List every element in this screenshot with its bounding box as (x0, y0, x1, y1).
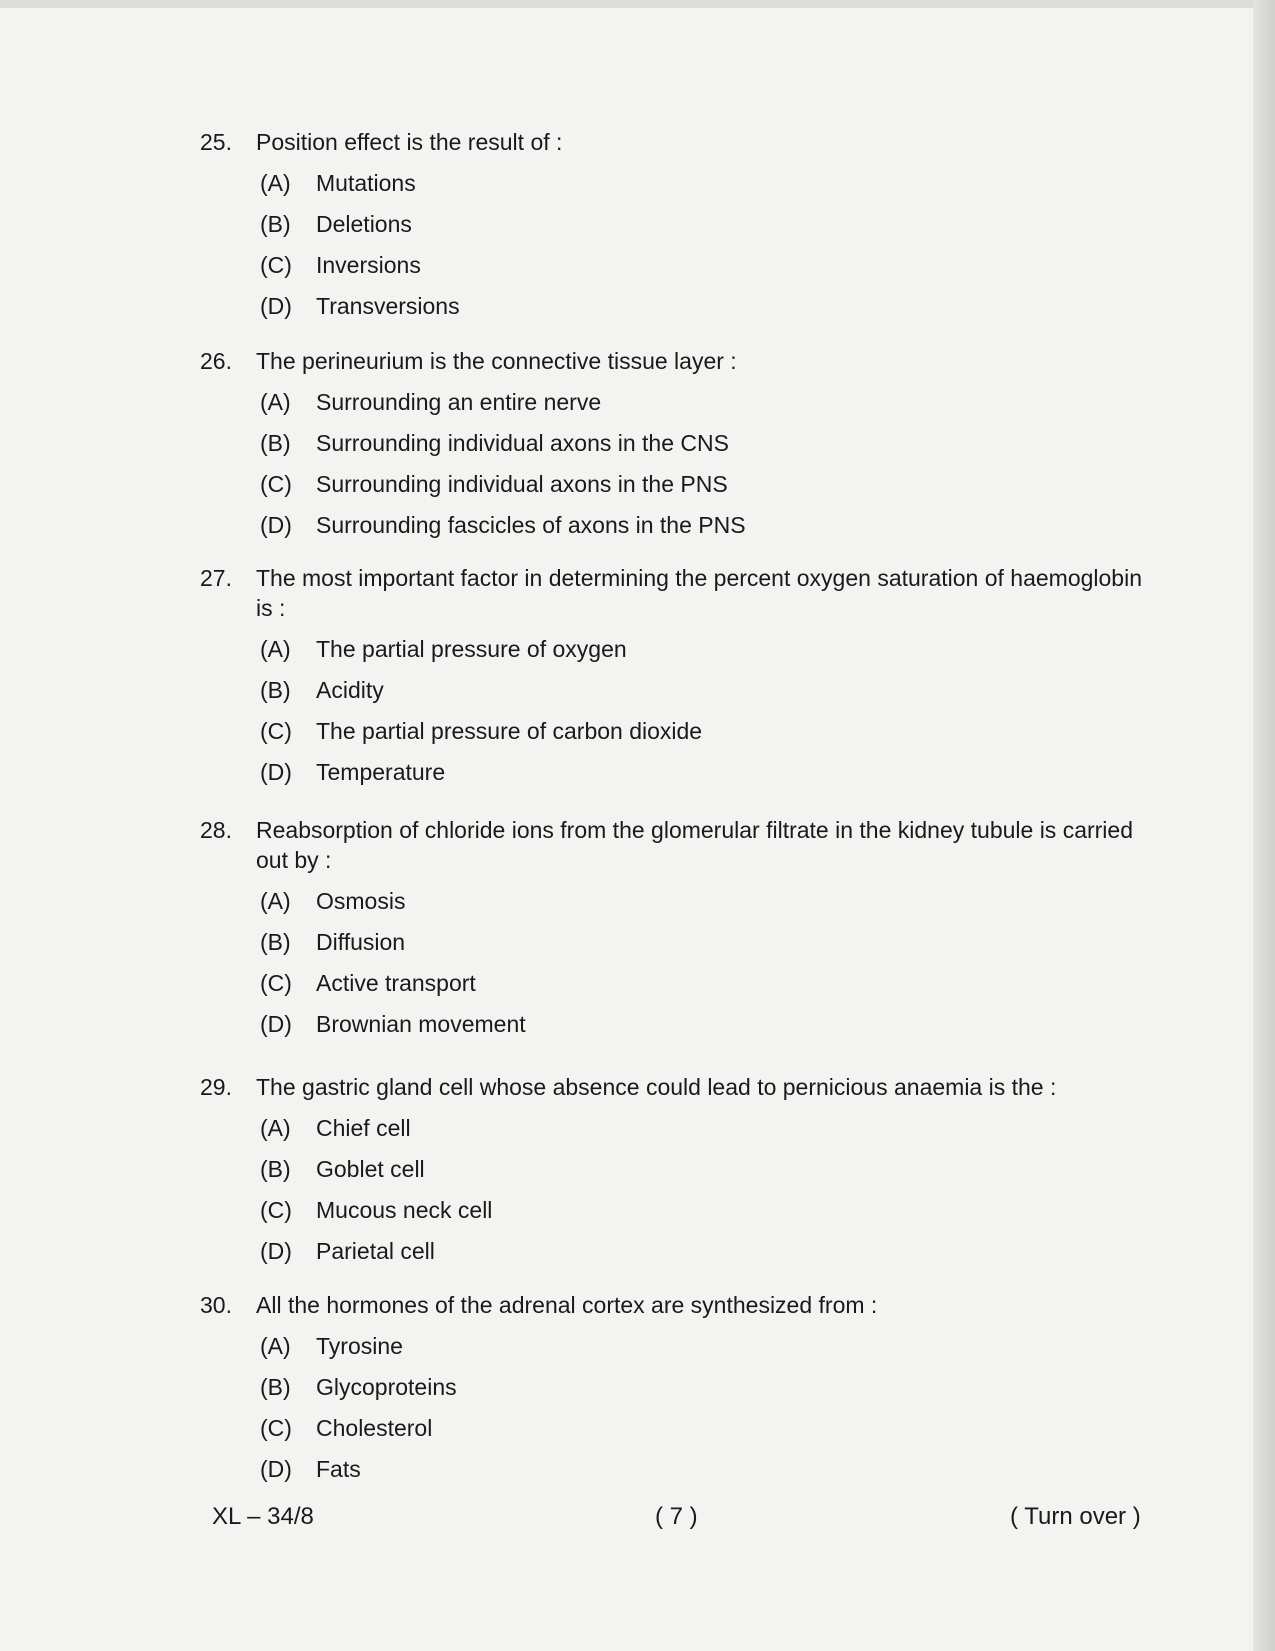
option-a (260, 387, 1160, 428)
question-30 (200, 1290, 1160, 1495)
option-b (260, 209, 1160, 250)
option-text: Goblet cell (316, 1156, 425, 1182)
option-label: (A) (260, 170, 291, 196)
option-label: (D) (260, 1238, 292, 1264)
option-label: (C) (260, 471, 292, 497)
option-text: Transversions (316, 293, 460, 319)
option-label: (D) (260, 512, 292, 538)
option-text: Surrounding fascicles of axons in the PNS (316, 512, 746, 538)
option-label: (C) (260, 970, 292, 996)
option-text: Tyrosine (316, 1333, 403, 1359)
question-text: The most important factor in determining the percent oxygen saturation of haemoglobin is : (256, 565, 1142, 621)
option-list (260, 1331, 1160, 1495)
option-a (260, 168, 1160, 209)
option-label: (C) (260, 252, 292, 278)
option-b (260, 1372, 1160, 1413)
option-d (260, 1454, 1160, 1495)
option-c (260, 1195, 1160, 1236)
option-list (260, 886, 1160, 1050)
question-text: Reabsorption of chloride ions from the glomerular filtrate in the kidney tubule is carried out by : (256, 817, 1133, 873)
option-label: (B) (260, 1374, 291, 1400)
option-list (260, 1113, 1160, 1277)
question-stem (200, 815, 1160, 875)
option-c (260, 968, 1160, 1009)
option-b (260, 675, 1160, 716)
question-26 (200, 346, 1160, 551)
option-text: Temperature (316, 759, 446, 785)
option-list (260, 168, 1160, 332)
option-label: (B) (260, 929, 291, 955)
option-d (260, 1236, 1160, 1277)
option-label: (B) (260, 430, 291, 456)
question-28 (200, 815, 1160, 1050)
option-text: Chief cell (316, 1115, 411, 1141)
option-list (260, 634, 1160, 798)
option-text: Cholesterol (316, 1415, 433, 1441)
option-label: (D) (260, 1456, 292, 1482)
option-d (260, 291, 1160, 332)
option-label: (D) (260, 1011, 292, 1037)
option-label: (D) (260, 293, 292, 319)
option-text: Diffusion (316, 929, 406, 955)
option-text: Fats (316, 1456, 361, 1482)
question-29 (200, 1072, 1160, 1277)
question-stem (200, 1290, 1160, 1320)
option-label: (A) (260, 1333, 291, 1359)
option-d (260, 510, 1160, 551)
option-d (260, 1009, 1160, 1050)
option-b (260, 927, 1160, 968)
page-number: ( 7 ) (655, 1503, 698, 1530)
option-label: (A) (260, 888, 291, 914)
option-text: Active transport (316, 970, 476, 996)
option-c (260, 250, 1160, 291)
option-c (260, 1413, 1160, 1454)
option-a (260, 1113, 1160, 1154)
option-b (260, 428, 1160, 469)
question-text: All the hormones of the adrenal cortex are synthesized from : (256, 1292, 878, 1318)
option-text: The partial pressure of oxygen (316, 636, 627, 662)
option-a (260, 634, 1160, 675)
question-number: 28. (200, 817, 232, 843)
question-27 (200, 563, 1160, 798)
question-number: 29. (200, 1074, 232, 1100)
paper-code: XL – 34/8 (212, 1503, 314, 1530)
option-text: Mucous neck cell (316, 1197, 493, 1223)
option-label: (A) (260, 389, 291, 415)
option-c (260, 716, 1160, 757)
option-text: Deletions (316, 211, 412, 237)
option-text: Osmosis (316, 888, 406, 914)
option-label: (B) (260, 1156, 291, 1182)
question-text: The perineurium is the connective tissue layer : (256, 348, 737, 374)
option-text: Glycoproteins (316, 1374, 457, 1400)
question-number: 30. (200, 1292, 232, 1318)
question-number: 27. (200, 565, 232, 591)
question-25 (200, 127, 1160, 332)
question-stem (200, 1072, 1160, 1102)
question-stem (200, 346, 1160, 376)
option-label: (B) (260, 677, 291, 703)
option-text: The partial pressure of carbon dioxide (316, 718, 703, 744)
option-c (260, 469, 1160, 510)
option-d (260, 757, 1160, 798)
option-text: Inversions (316, 252, 421, 278)
question-stem (200, 127, 1160, 157)
scan-edge-right (1253, 0, 1275, 1651)
option-a (260, 886, 1160, 927)
option-text: Brownian movement (316, 1011, 526, 1037)
scan-edge-top (0, 0, 1275, 8)
option-a (260, 1331, 1160, 1372)
option-text: Surrounding individual axons in the PNS (316, 471, 728, 497)
option-label: (B) (260, 211, 291, 237)
option-text: Surrounding individual axons in the CNS (316, 430, 729, 456)
option-label: (D) (260, 759, 292, 785)
option-list (260, 387, 1160, 551)
question-stem (200, 563, 1160, 623)
question-text: The gastric gland cell whose absence could lead to pernicious anaemia is the : (256, 1074, 1057, 1100)
option-label: (A) (260, 636, 291, 662)
option-label: (A) (260, 1115, 291, 1141)
option-b (260, 1154, 1160, 1195)
option-text: Surrounding an entire nerve (316, 389, 602, 415)
turn-over-note: ( Turn over ) (1010, 1503, 1141, 1530)
question-text: Position effect is the result of : (256, 129, 563, 155)
option-text: Parietal cell (316, 1238, 435, 1264)
option-label: (C) (260, 1415, 292, 1441)
question-number: 26. (200, 348, 232, 374)
option-text: Mutations (316, 170, 416, 196)
option-text: Acidity (316, 677, 384, 703)
question-number: 25. (200, 129, 232, 155)
option-label: (C) (260, 1197, 292, 1223)
option-label: (C) (260, 718, 292, 744)
